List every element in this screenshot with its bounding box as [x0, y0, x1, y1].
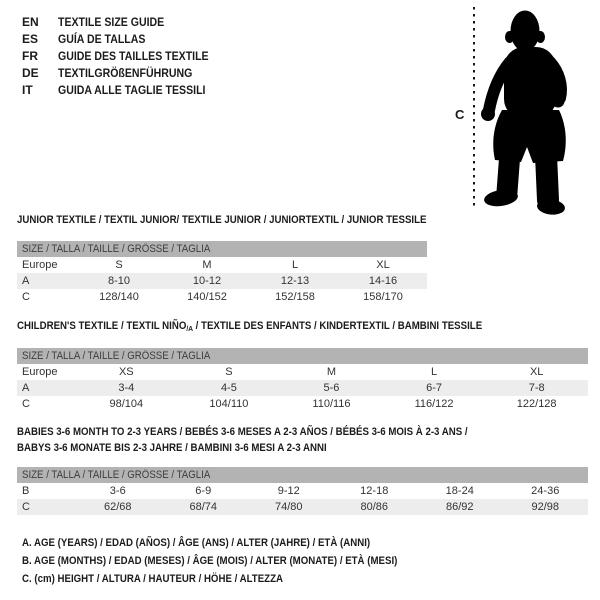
- lang-row-de: [22, 65, 229, 82]
- months-cell: 6-9: [195, 485, 212, 497]
- months-cell: 3-6: [109, 485, 126, 497]
- height-cell: 68/74: [189, 501, 218, 513]
- size-cell: XL: [529, 366, 544, 378]
- babies-size-table: [17, 424, 588, 515]
- lang-row-es: [22, 31, 229, 48]
- age-cell: 4-5: [220, 382, 237, 394]
- height-cell: 62/68: [103, 501, 132, 513]
- babies-table-title: BABIES 3-6 MONTH TO 2-3 YEARS / BEBÉS 3-6 MESES A 2-3 AÑOS / BÉBÉS 3-6 MOIS À 2-3 ANS / BABYS 3-6 MONATE BIS 2-3 JAHRE / BAMBINI 3-6 MESI A 2-3 ANNI: [17, 426, 468, 454]
- row-label: Europe: [22, 366, 58, 378]
- table-row-age: [17, 273, 427, 289]
- age-cell: 12-13: [280, 275, 310, 287]
- size-cell: S: [115, 259, 123, 271]
- legend-line-b: B. AGE (MONTHS) / EDAD (MESES) / ÂGE (MOIS) / ALTER (MONATE) / ETÀ (MESI): [22, 555, 398, 567]
- junior-table-title: JUNIOR TEXTILE / TEXTIL JUNIOR/ TEXTILE JUNIOR / JUNIORTEXTIL / JUNIOR TESSILE: [17, 214, 427, 226]
- size-cell: XS: [118, 366, 134, 378]
- lang-code: EN: [22, 15, 39, 29]
- age-cell: 10-12: [192, 275, 222, 287]
- height-cell: 122/128: [516, 398, 557, 410]
- months-cell: 9-12: [277, 485, 300, 497]
- height-cell: 86/92: [445, 501, 474, 513]
- size-cell: L: [291, 259, 299, 271]
- table-row-age: [17, 380, 588, 396]
- size-header-bar: SIZE / TALLA / TAILLE / GRÖSSE / TAGLIA: [17, 467, 588, 483]
- table-row-height: [17, 289, 427, 305]
- lang-label: GUIDE DES TAILLES TEXTILE: [58, 49, 209, 63]
- row-label: C: [22, 291, 30, 303]
- lang-row-fr: [22, 48, 229, 65]
- row-label: A: [22, 275, 30, 287]
- size-cell: S: [225, 366, 233, 378]
- table-row-height: [17, 499, 588, 515]
- age-cell: 7-8: [528, 382, 545, 394]
- size-cell: M: [326, 366, 337, 378]
- height-measure-label: C: [455, 107, 465, 122]
- height-cell: 104/110: [209, 398, 249, 410]
- size-cell: L: [431, 366, 438, 378]
- legend-line-a: A. AGE (YEARS) / EDAD (AÑOS) / ÂGE (ANS) / ALTER (JAHRE) / ETÀ (ANNI): [22, 537, 371, 549]
- row-label: C: [22, 398, 30, 410]
- size-cell: XL: [376, 259, 390, 271]
- size-header-bar: SIZE / TALLA / TAILLE / GRÖSSE / TAGLIA: [17, 241, 427, 257]
- table-row-months: [17, 483, 588, 499]
- lang-row-en: [22, 14, 229, 31]
- age-cell: 5-6: [323, 382, 340, 394]
- height-cell: 98/104: [109, 398, 144, 410]
- height-cell: 92/98: [531, 501, 560, 513]
- table-row-europe: [17, 257, 427, 273]
- lang-label: GUIDA ALLE TAGLIE TESSILI: [58, 83, 206, 97]
- months-cell: 24-36: [531, 485, 560, 497]
- height-cell: 152/158: [275, 291, 315, 303]
- age-cell: 8-10: [107, 275, 131, 287]
- months-cell: 18-24: [445, 485, 474, 497]
- size-cell: M: [202, 259, 212, 271]
- lang-code: ES: [22, 32, 39, 46]
- children-size-table: [17, 318, 588, 412]
- row-label: B: [22, 485, 30, 497]
- row-label: A: [22, 382, 30, 394]
- months-cell: 12-18: [360, 485, 389, 497]
- table-row-height: [17, 396, 588, 412]
- lang-row-it: [22, 82, 229, 99]
- height-cell: 128/140: [99, 291, 139, 303]
- lang-label: GUÍA DE TALLAS: [58, 32, 146, 46]
- lang-code: FR: [22, 49, 38, 63]
- legend-line-c: C. (cm) HEIGHT / ALTURA / HAUTEUR / HÖHE / ALTEZZA: [22, 573, 284, 585]
- lang-code: IT: [22, 83, 33, 97]
- lang-label: TEXTILGRÖßENFÜHRUNG: [58, 66, 193, 80]
- baby-silhouette: [481, 11, 566, 216]
- age-cell: 6-7: [426, 382, 443, 394]
- height-cell: 80/86: [360, 501, 389, 513]
- height-cell: 116/122: [414, 398, 454, 410]
- height-cell: 74/80: [274, 501, 303, 513]
- lang-label: TEXTILE SIZE GUIDE: [58, 15, 165, 29]
- language-title-list: [22, 14, 229, 99]
- legend: [22, 534, 449, 588]
- height-cell: 110/116: [312, 398, 351, 410]
- age-cell: 3-4: [118, 382, 135, 394]
- row-label: C: [22, 501, 30, 513]
- age-cell: 14-16: [368, 275, 398, 287]
- junior-size-table: [17, 212, 427, 305]
- row-label: Europe: [22, 259, 58, 271]
- height-cell: 158/170: [363, 291, 403, 303]
- table-row-europe: [17, 364, 588, 380]
- height-cell: 140/152: [187, 291, 227, 303]
- lang-code: DE: [22, 66, 39, 80]
- size-header-bar: SIZE / TALLA / TAILLE / GRÖSSE / TAGLIA: [17, 348, 588, 364]
- subscript-text: /A: [186, 324, 193, 333]
- children-table-title: CHILDREN'S TEXTILE / TEXTIL NIÑO/A / TEXTILE DES ENFANTS / KINDERTEXTIL / BAMBINI TESSILE: [17, 320, 483, 333]
